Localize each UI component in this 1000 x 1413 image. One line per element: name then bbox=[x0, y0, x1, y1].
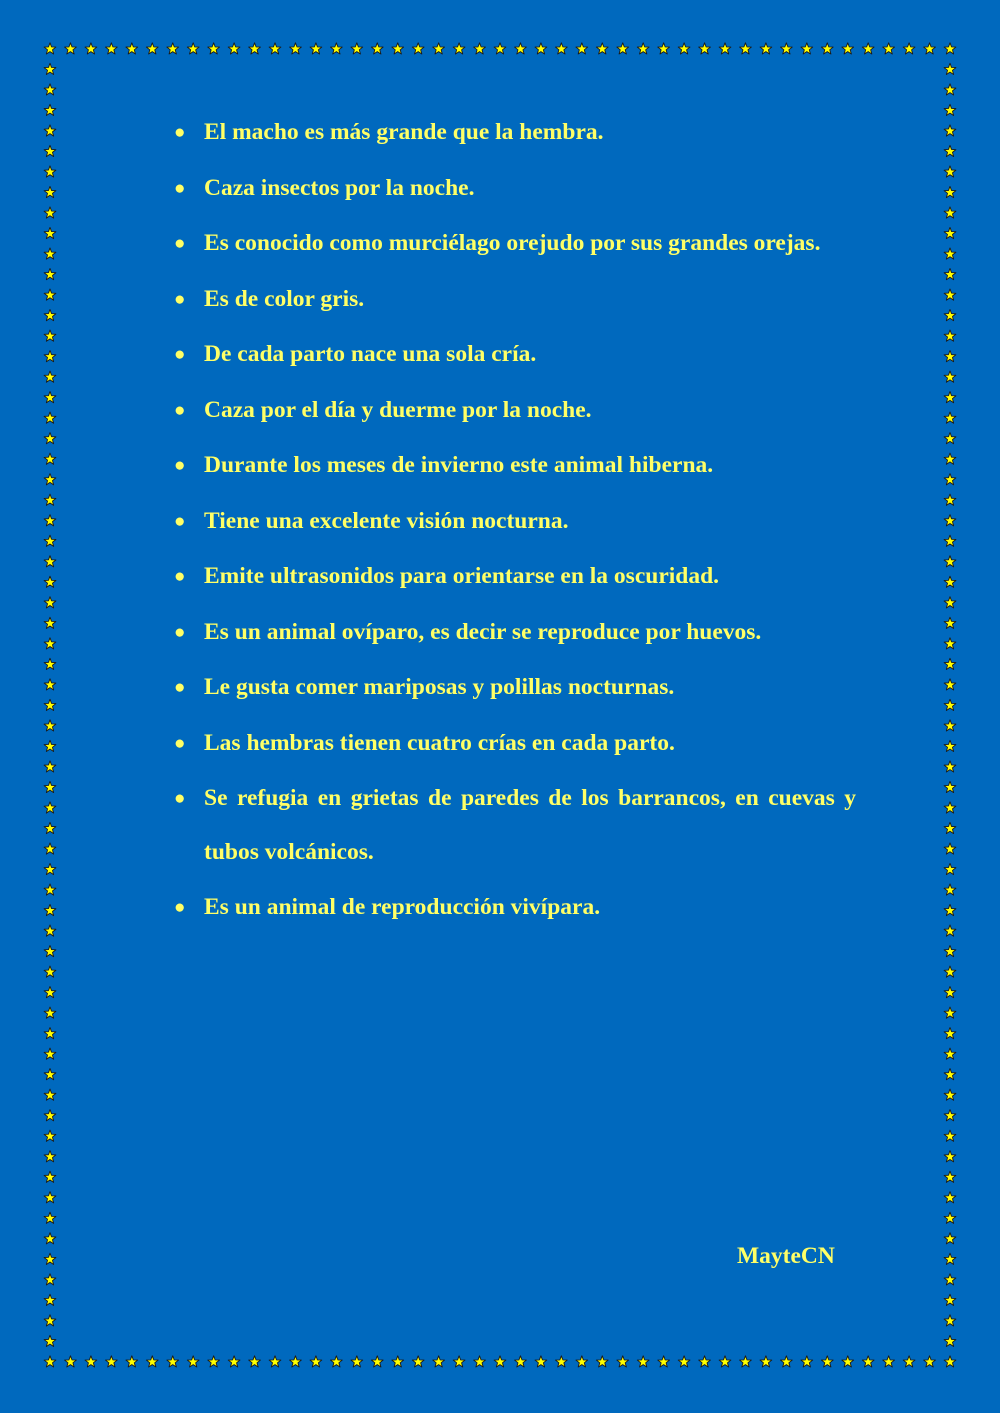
star-icon bbox=[433, 1356, 445, 1367]
list-item bbox=[172, 328, 856, 382]
star-icon bbox=[44, 1130, 56, 1141]
star-icon bbox=[44, 1048, 56, 1059]
star-icon bbox=[105, 1356, 117, 1367]
star-icon bbox=[44, 535, 56, 546]
bullet-icon: ● bbox=[174, 732, 186, 754]
star-icon bbox=[44, 1294, 56, 1305]
star-icon bbox=[535, 1356, 547, 1367]
star-icon bbox=[944, 966, 956, 977]
star-icon bbox=[944, 186, 956, 197]
bullet-icon: ● bbox=[174, 399, 186, 421]
star-icon bbox=[740, 1356, 752, 1367]
star-icon bbox=[44, 1356, 56, 1367]
star-icon bbox=[44, 781, 56, 792]
star-icon bbox=[944, 720, 956, 731]
star-icon bbox=[44, 863, 56, 874]
star-icon bbox=[515, 43, 527, 54]
star-icon bbox=[515, 1356, 527, 1367]
star-icon bbox=[944, 351, 956, 362]
star-icon bbox=[310, 1356, 322, 1367]
star-icon bbox=[944, 843, 956, 854]
star-icon bbox=[576, 1356, 588, 1367]
list-item bbox=[172, 495, 856, 549]
star-icon bbox=[944, 433, 956, 444]
fact-text: Es conocido como murciélago orejudo por sus grandes orejas. bbox=[204, 230, 821, 256]
star-icon bbox=[412, 43, 424, 54]
star-icon bbox=[944, 1233, 956, 1244]
star-icon bbox=[944, 802, 956, 813]
star-icon bbox=[903, 43, 915, 54]
star-icon bbox=[944, 1048, 956, 1059]
star-icon bbox=[44, 740, 56, 751]
star-icon bbox=[44, 433, 56, 444]
star-icon bbox=[249, 43, 261, 54]
star-icon bbox=[596, 43, 608, 54]
star-icon bbox=[944, 1356, 956, 1367]
fact-text: Es un animal de reproducción vivípara. bbox=[204, 894, 601, 920]
star-icon bbox=[944, 453, 956, 464]
fact-text: Emite ultrasonidos para orientarse en la oscuridad. bbox=[204, 563, 720, 589]
star-icon bbox=[944, 63, 956, 74]
list-item bbox=[172, 217, 856, 271]
star-icon bbox=[44, 1192, 56, 1203]
star-icon bbox=[453, 43, 465, 54]
star-icon bbox=[576, 43, 588, 54]
star-icon bbox=[944, 822, 956, 833]
star-icon bbox=[944, 494, 956, 505]
star-icon bbox=[208, 1356, 220, 1367]
author-signature: MayteCN bbox=[737, 1243, 835, 1269]
star-icon bbox=[44, 556, 56, 567]
star-icon bbox=[944, 227, 956, 238]
star-icon bbox=[944, 371, 956, 382]
star-icon bbox=[44, 63, 56, 74]
fact-text: Es un animal ovíparo, es decir se reproduce por huevos. bbox=[204, 618, 762, 645]
star-icon bbox=[433, 43, 445, 54]
star-icon bbox=[44, 576, 56, 587]
star-icon bbox=[944, 1274, 956, 1285]
star-icon bbox=[658, 1356, 670, 1367]
star-icon bbox=[944, 987, 956, 998]
star-icon bbox=[146, 43, 158, 54]
star-icon bbox=[228, 1356, 240, 1367]
star-icon bbox=[44, 515, 56, 526]
star-icon bbox=[944, 515, 956, 526]
star-icon bbox=[678, 43, 690, 54]
list-item bbox=[172, 661, 856, 715]
star-icon bbox=[44, 1253, 56, 1264]
bullet-icon: ● bbox=[174, 510, 186, 532]
star-icon bbox=[44, 1089, 56, 1100]
star-icon bbox=[944, 1151, 956, 1162]
bullet-icon: ● bbox=[174, 288, 186, 310]
star-icon bbox=[187, 1356, 199, 1367]
star-icon bbox=[167, 43, 179, 54]
star-icon bbox=[44, 1110, 56, 1121]
star-icon bbox=[167, 1356, 179, 1367]
star-icon bbox=[126, 1356, 138, 1367]
star-icon bbox=[44, 166, 56, 177]
star-icon bbox=[44, 248, 56, 259]
fact-text: Las hembras tienen cuatro crías en cada parto. bbox=[204, 729, 675, 756]
star-icon bbox=[944, 679, 956, 690]
bullet-icon: ● bbox=[174, 897, 186, 918]
star-icon bbox=[290, 1356, 302, 1367]
star-icon bbox=[944, 863, 956, 874]
star-icon bbox=[44, 330, 56, 341]
star-icon bbox=[596, 1356, 608, 1367]
star-icon bbox=[637, 1356, 649, 1367]
star-icon bbox=[944, 925, 956, 936]
star-icon bbox=[678, 1356, 690, 1367]
star-icon bbox=[944, 412, 956, 423]
star-icon bbox=[371, 43, 383, 54]
star-icon bbox=[944, 166, 956, 177]
star-icon bbox=[44, 638, 56, 649]
star-icon bbox=[44, 1171, 56, 1182]
star-icon bbox=[371, 1356, 383, 1367]
star-icon bbox=[44, 945, 56, 956]
fact-text: Tiene una excelente visión nocturna. bbox=[204, 507, 569, 534]
star-icon bbox=[44, 1335, 56, 1346]
star-icon bbox=[719, 1356, 731, 1367]
star-icon bbox=[944, 289, 956, 300]
star-icon bbox=[494, 1356, 506, 1367]
fact-text: Le gusta comer mariposas y polillas nocturnas. bbox=[204, 674, 675, 700]
star-icon bbox=[44, 392, 56, 403]
star-icon bbox=[944, 617, 956, 628]
star-icon bbox=[944, 904, 956, 915]
star-icon bbox=[44, 351, 56, 362]
star-icon bbox=[821, 43, 833, 54]
star-icon bbox=[944, 310, 956, 321]
star-icon bbox=[65, 1356, 77, 1367]
star-icon bbox=[44, 268, 56, 279]
star-icon bbox=[44, 289, 56, 300]
star-icon bbox=[44, 1028, 56, 1039]
star-icon bbox=[44, 412, 56, 423]
star-icon bbox=[883, 43, 895, 54]
bullet-icon: ● bbox=[174, 455, 186, 476]
star-icon bbox=[944, 1130, 956, 1141]
star-icon bbox=[944, 474, 956, 485]
star-icon bbox=[392, 1356, 404, 1367]
star-icon bbox=[862, 1356, 874, 1367]
star-icon bbox=[85, 43, 97, 54]
star-icon bbox=[44, 884, 56, 895]
star-icon bbox=[208, 43, 220, 54]
star-icon bbox=[924, 1356, 936, 1367]
star-icon bbox=[146, 1356, 158, 1367]
star-icon bbox=[187, 43, 199, 54]
star-icon bbox=[699, 43, 711, 54]
fact-text: El macho es más grande que la hembra. bbox=[204, 119, 604, 145]
star-icon bbox=[105, 43, 117, 54]
star-icon bbox=[944, 1110, 956, 1121]
star-icon bbox=[412, 1356, 424, 1367]
star-icon bbox=[801, 43, 813, 54]
star-icon bbox=[44, 1274, 56, 1285]
star-icon bbox=[555, 43, 567, 54]
star-icon bbox=[44, 597, 56, 608]
star-icon bbox=[474, 43, 486, 54]
star-icon bbox=[637, 43, 649, 54]
star-icon bbox=[944, 207, 956, 218]
bullet-icon: ● bbox=[174, 122, 186, 143]
star-icon bbox=[944, 740, 956, 751]
star-icon bbox=[944, 945, 956, 956]
fact-text: De cada parto nace una sola cría. bbox=[204, 341, 537, 367]
star-icon bbox=[44, 43, 56, 54]
star-icon bbox=[44, 761, 56, 772]
star-icon bbox=[44, 1212, 56, 1223]
fact-text: Se refugia en grietas de paredes de los barrancos, en cuevas y tubos volcánicos. bbox=[204, 785, 856, 865]
star-icon bbox=[44, 104, 56, 115]
star-icon bbox=[944, 781, 956, 792]
star-icon bbox=[924, 43, 936, 54]
star-icon bbox=[44, 822, 56, 833]
star-icon bbox=[44, 84, 56, 95]
star-icon bbox=[249, 1356, 261, 1367]
star-icon bbox=[944, 1192, 956, 1203]
star-icon bbox=[883, 1356, 895, 1367]
bullet-icon: ● bbox=[174, 344, 186, 365]
star-icon bbox=[44, 966, 56, 977]
star-icon bbox=[44, 227, 56, 238]
star-icon bbox=[44, 371, 56, 382]
star-icon bbox=[44, 474, 56, 485]
star-icon bbox=[330, 1356, 342, 1367]
fact-text: Es de color gris. bbox=[204, 285, 365, 312]
star-icon bbox=[44, 1151, 56, 1162]
star-icon bbox=[944, 535, 956, 546]
star-icon bbox=[944, 1212, 956, 1223]
star-icon bbox=[351, 43, 363, 54]
list-item bbox=[172, 772, 856, 879]
star-icon bbox=[44, 802, 56, 813]
star-icon bbox=[44, 145, 56, 156]
star-icon bbox=[944, 145, 956, 156]
star-icon bbox=[44, 925, 56, 936]
star-icon bbox=[944, 84, 956, 95]
star-icon bbox=[760, 43, 772, 54]
star-icon bbox=[351, 1356, 363, 1367]
star-icon bbox=[842, 43, 854, 54]
star-icon bbox=[842, 1356, 854, 1367]
star-icon bbox=[944, 761, 956, 772]
star-icon bbox=[658, 43, 670, 54]
star-icon bbox=[944, 330, 956, 341]
star-icon bbox=[944, 597, 956, 608]
star-icon bbox=[44, 843, 56, 854]
list-item bbox=[172, 106, 856, 160]
star-icon bbox=[44, 1007, 56, 1018]
star-icon bbox=[44, 186, 56, 197]
fact-text: Caza por el día y duerme por la noche. bbox=[204, 396, 592, 423]
star-icon bbox=[780, 43, 792, 54]
star-icon bbox=[44, 310, 56, 321]
star-icon bbox=[801, 1356, 813, 1367]
star-icon bbox=[944, 248, 956, 259]
star-icon bbox=[944, 1069, 956, 1080]
list-item bbox=[172, 606, 856, 660]
star-icon bbox=[944, 125, 956, 136]
star-icon bbox=[699, 1356, 711, 1367]
star-icon bbox=[944, 1007, 956, 1018]
bullet-icon: ● bbox=[174, 177, 186, 199]
star-icon bbox=[944, 104, 956, 115]
list-item bbox=[172, 439, 856, 493]
star-icon bbox=[44, 617, 56, 628]
star-icon bbox=[944, 268, 956, 279]
list-item bbox=[172, 881, 856, 935]
star-icon bbox=[44, 207, 56, 218]
star-icon bbox=[944, 576, 956, 587]
star-icon bbox=[944, 1089, 956, 1100]
star-icon bbox=[740, 43, 752, 54]
star-icon bbox=[760, 1356, 772, 1367]
star-icon bbox=[126, 43, 138, 54]
star-icon bbox=[290, 43, 302, 54]
star-icon bbox=[903, 1356, 915, 1367]
star-icon bbox=[44, 904, 56, 915]
star-icon bbox=[944, 638, 956, 649]
star-icon bbox=[44, 1233, 56, 1244]
bullet-icon: ● bbox=[174, 566, 186, 587]
star-icon bbox=[474, 1356, 486, 1367]
list-item bbox=[172, 162, 856, 216]
star-icon bbox=[944, 1294, 956, 1305]
list-item bbox=[172, 273, 856, 327]
star-icon bbox=[944, 392, 956, 403]
star-icon bbox=[617, 1356, 629, 1367]
star-icon bbox=[228, 43, 240, 54]
star-icon bbox=[944, 1315, 956, 1326]
fact-list bbox=[172, 106, 856, 937]
star-icon bbox=[453, 1356, 465, 1367]
star-icon bbox=[821, 1356, 833, 1367]
star-icon bbox=[944, 1253, 956, 1264]
star-icon bbox=[719, 43, 731, 54]
star-icon bbox=[944, 556, 956, 567]
star-icon bbox=[617, 43, 629, 54]
star-icon bbox=[944, 658, 956, 669]
star-icon bbox=[44, 494, 56, 505]
star-icon bbox=[44, 720, 56, 731]
star-icon bbox=[44, 1069, 56, 1080]
star-icon bbox=[535, 43, 547, 54]
list-item bbox=[172, 550, 856, 604]
star-icon bbox=[944, 1028, 956, 1039]
star-icon bbox=[44, 987, 56, 998]
bullet-icon: ● bbox=[174, 677, 186, 698]
list-item bbox=[172, 717, 856, 771]
star-icon bbox=[44, 1315, 56, 1326]
star-icon bbox=[310, 43, 322, 54]
star-icon bbox=[780, 1356, 792, 1367]
bullet-icon: ● bbox=[174, 233, 186, 254]
star-icon bbox=[392, 43, 404, 54]
bullet-icon: ● bbox=[174, 621, 186, 643]
fact-text: Caza insectos por la noche. bbox=[204, 174, 475, 201]
bullet-icon: ● bbox=[174, 788, 186, 809]
star-icon bbox=[65, 43, 77, 54]
star-icon bbox=[44, 699, 56, 710]
star-icon bbox=[269, 43, 281, 54]
star-icon bbox=[862, 43, 874, 54]
star-icon bbox=[944, 699, 956, 710]
star-icon bbox=[269, 1356, 281, 1367]
star-icon bbox=[494, 43, 506, 54]
star-icon bbox=[944, 884, 956, 895]
fact-text: Durante los meses de invierno este animal hiberna. bbox=[204, 452, 714, 478]
list-item bbox=[172, 384, 856, 438]
star-icon bbox=[44, 453, 56, 464]
star-icon bbox=[44, 658, 56, 669]
star-icon bbox=[330, 43, 342, 54]
star-icon bbox=[44, 679, 56, 690]
star-icon bbox=[44, 125, 56, 136]
star-icon bbox=[944, 1171, 956, 1182]
star-icon bbox=[944, 43, 956, 54]
star-icon bbox=[85, 1356, 97, 1367]
star-icon bbox=[555, 1356, 567, 1367]
star-icon bbox=[944, 1335, 956, 1346]
